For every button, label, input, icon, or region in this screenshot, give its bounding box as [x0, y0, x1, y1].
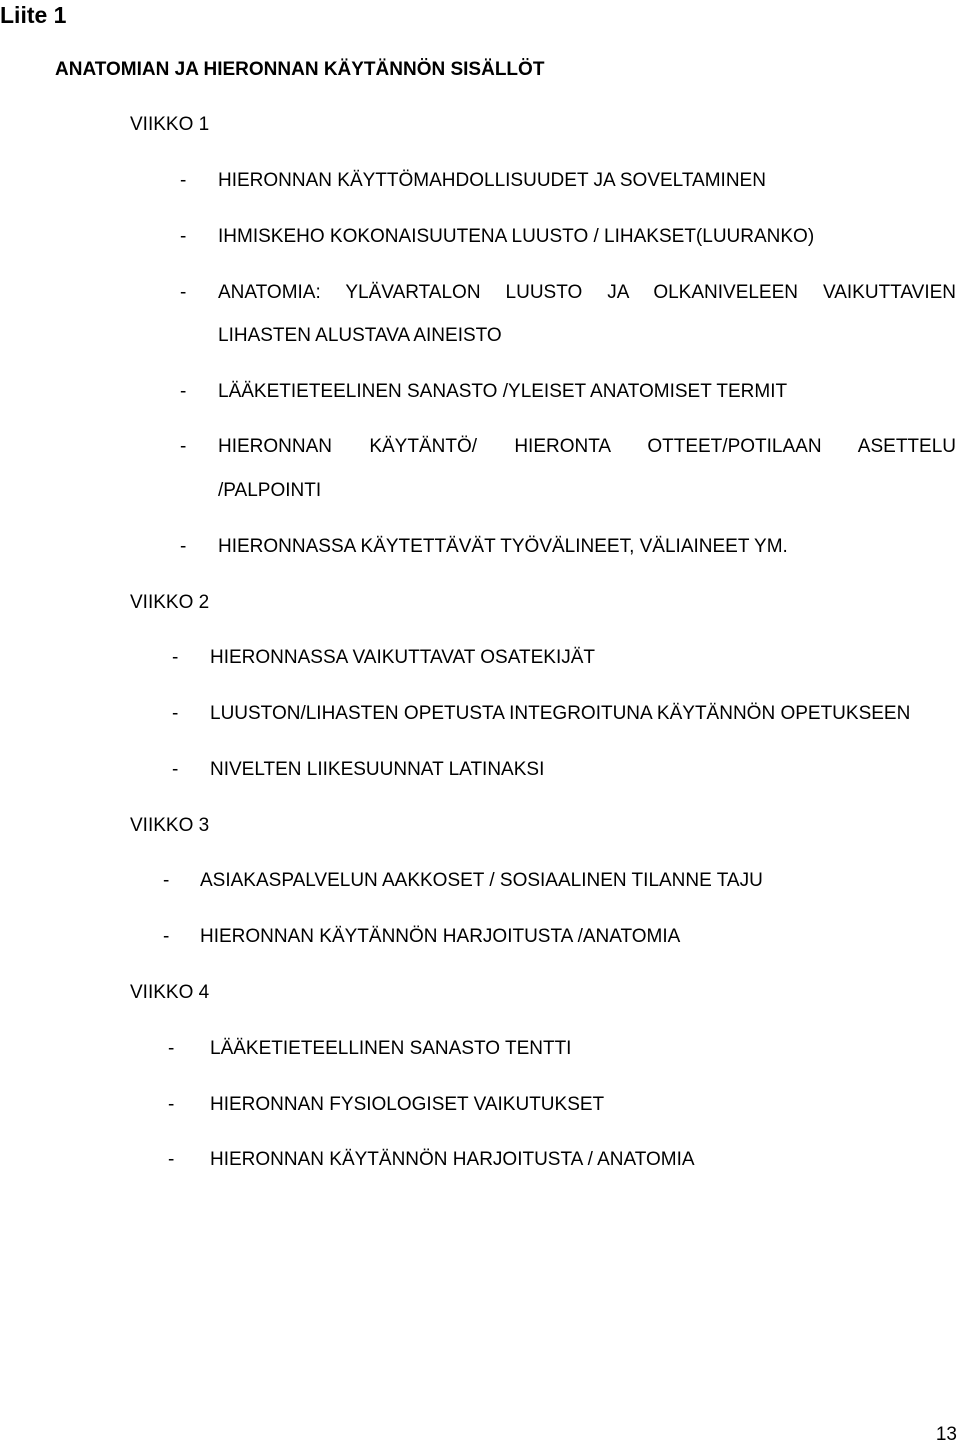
- list-dash: -: [180, 170, 187, 191]
- list-dash: -: [172, 647, 179, 668]
- list-item-text: HIERONNASSA KÄYTETTÄVÄT TYÖVÄLINEET, VÄLIAINEET YM.: [218, 536, 788, 557]
- list-dash: -: [163, 926, 170, 947]
- list-item-text: HIERONNAN KÄYTÄNNÖN HARJOITUSTA / ANATOMIA: [210, 1149, 695, 1170]
- list-dash: -: [168, 1094, 175, 1115]
- week-1-heading: VIIKKO 1: [130, 114, 210, 135]
- list-dash: -: [172, 759, 179, 780]
- list-item-text: HIERONNASSA VAIKUTTAVAT OSATEKIJÄT: [210, 647, 596, 668]
- week-4-heading: VIIKKO 4: [130, 982, 210, 1003]
- week-2-heading: VIIKKO 2: [130, 592, 210, 613]
- list-item-continuation: LIHASTEN ALUSTAVA AINEISTO: [218, 325, 502, 346]
- list-dash: -: [180, 226, 187, 247]
- list-dash: -: [168, 1149, 175, 1170]
- list-dash: -: [180, 536, 187, 557]
- list-item-text: LÄÄKETIETEELLINEN SANASTO TENTTI: [210, 1038, 572, 1059]
- list-dash: -: [172, 703, 179, 724]
- list-item-text: ANATOMIA: YLÄVARTALON LUUSTO JA OLKANIVELEEN VAIKUTTAVIEN: [218, 282, 956, 303]
- page-number: 13: [935, 1424, 957, 1445]
- attachment-label: Liite 1: [0, 2, 67, 28]
- list-dash: -: [168, 1038, 175, 1059]
- list-item-continuation: /PALPOINTI: [218, 480, 322, 501]
- list-item-text: HIERONNAN FYSIOLOGISET VAIKUTUKSET: [210, 1094, 605, 1115]
- list-item-text: LUUSTON/LIHASTEN OPETUSTA INTEGROITUNA KÄYTÄNNÖN OPETUKSEEN: [210, 703, 911, 724]
- document-title: ANATOMIAN JA HIERONNAN KÄYTÄNNÖN SISÄLLÖT: [55, 59, 545, 80]
- list-item-text: ASIAKASPALVELUN AAKKOSET / SOSIAALINEN TILANNE TAJU: [200, 870, 763, 891]
- week-3-heading: VIIKKO 3: [130, 815, 210, 836]
- list-dash: -: [180, 436, 187, 457]
- list-item-text: HIERONNAN KÄYTTÖMAHDOLLISUUDET JA SOVELTAMINEN: [218, 170, 766, 191]
- list-item-text: HIERONNAN KÄYTÄNNÖN HARJOITUSTA /ANATOMIA: [200, 926, 681, 947]
- list-item-text: HIERONNAN KÄYTÄNTÖ/ HIERONTA OTTEET/POTILAAN ASETTELU: [218, 436, 956, 457]
- list-item-text: LÄÄKETIETEELINEN SANASTO /YLEISET ANATOMISET TERMIT: [218, 381, 788, 402]
- list-item-text: IHMISKEHO KOKONAISUUTENA LUUSTO / LIHAKSET(LUURANKO): [218, 226, 815, 247]
- list-item-text: NIVELTEN LIIKESUUNNAT LATINAKSI: [210, 759, 545, 780]
- list-dash: -: [180, 381, 187, 402]
- list-dash: -: [163, 870, 170, 891]
- list-dash: -: [180, 282, 187, 303]
